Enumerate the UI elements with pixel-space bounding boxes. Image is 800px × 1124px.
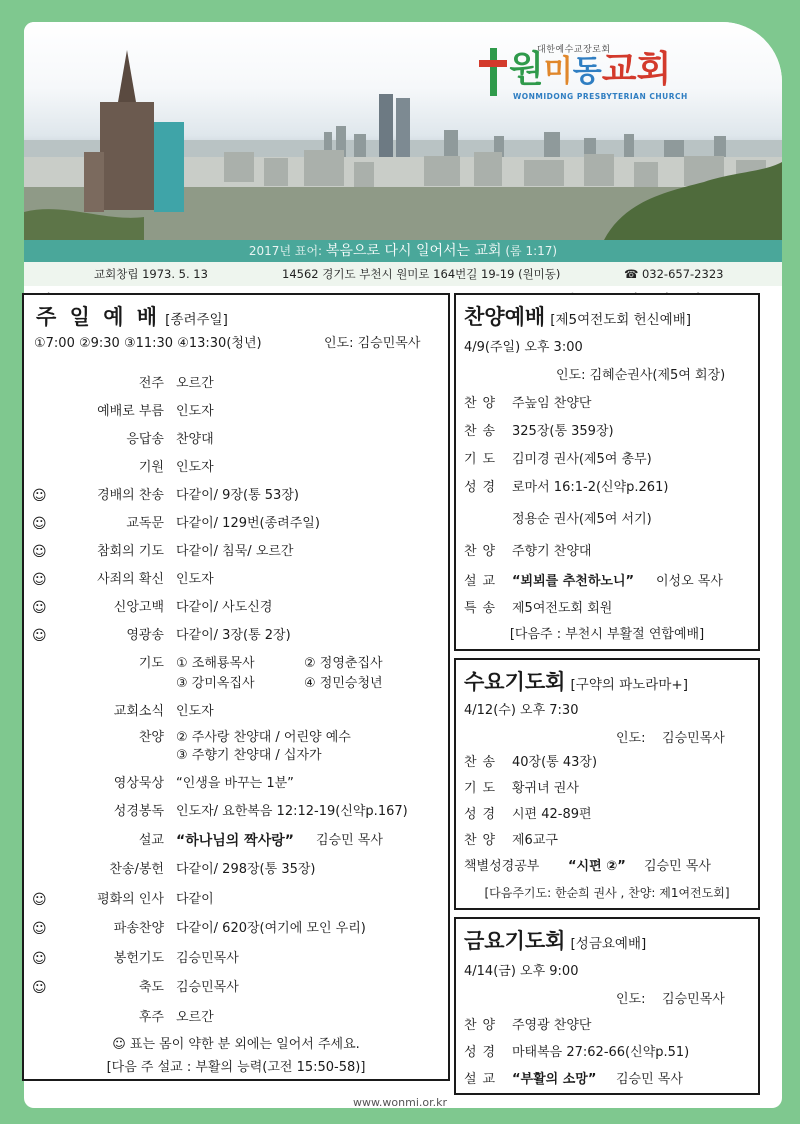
fri-datetime: 4/14(금) 오후 9:00 <box>464 964 579 979</box>
choir-line-1: ② 주사랑 찬양대 / 어린양 예수 <box>176 730 351 745</box>
stand-smile-icon: ☺ <box>32 921 47 937</box>
service-item-value: 다같이/ 3장(통 2장) <box>176 628 291 643</box>
choir-label: 찬양 <box>138 730 164 745</box>
praise-reader: 정용순 권사(제5여 서기) <box>512 512 652 527</box>
wed-item-value: 제6교구 <box>512 833 558 848</box>
service-item-label: 축도 <box>138 980 164 995</box>
service-item-value: 오르간 <box>176 376 214 391</box>
praise-item-label: 찬송 <box>464 424 502 439</box>
service-item-label: 사죄의 확신 <box>97 572 164 587</box>
service-item-label: 신앙고백 <box>113 600 164 615</box>
news-value: 인도자 <box>176 704 214 719</box>
service-item-label: 봉헌기도 <box>113 950 164 966</box>
service-item-value: 다같이/ 사도신경 <box>176 600 273 615</box>
fri-title: 금요기도회 <box>464 929 566 953</box>
service-item-label: 영광송 <box>126 628 164 643</box>
service-times: ①7:00 ②9:30 ③11:30 ④13:30(청년) <box>34 336 262 351</box>
fri-subtitle: [성금요예배] <box>570 936 647 952</box>
wed-study-title: “시편 ②” <box>568 859 626 874</box>
choir-line-2: ③ 주향기 찬양대 / 십자가 <box>176 748 322 763</box>
friday-prayer-section <box>454 917 760 1095</box>
service-item-value: 인도자 <box>176 572 214 587</box>
prayer-4: ④ 정민승청년 <box>304 676 383 691</box>
wed-datetime: 4/12(수) 오후 7:30 <box>464 703 579 718</box>
praise-title: 찬양예배 <box>464 305 546 329</box>
service-item-label: 기원 <box>138 460 164 475</box>
news-label: 교회소식 <box>113 704 164 719</box>
praise-leader: 인도: 김혜순권사(제5여 회장) <box>556 368 726 383</box>
service-item-label: 전주 <box>138 376 164 391</box>
prayer-3: ③ 강미옥집사 <box>176 676 255 691</box>
wed-item-value: 시편 42-89편 <box>512 807 592 822</box>
wed-study-preacher: 김승민 목사 <box>644 859 711 874</box>
praise-title-wrap <box>464 301 691 331</box>
sunday-title-wrap <box>36 301 228 331</box>
praise-worship-section <box>454 293 760 651</box>
church-name: 원미동교회 <box>509 49 672 90</box>
stand-smile-icon: ☺ <box>32 488 47 504</box>
service-item-value: 찬양대 <box>176 432 214 447</box>
scripture-label: 성경봉독 <box>113 804 164 819</box>
stand-smile-icon: ☺ <box>32 628 47 644</box>
fri-item-value: 마태복음 27:62-66(신약p.51) <box>512 1045 690 1060</box>
slogan-bar <box>24 240 782 262</box>
sunday-subtitle: [종려주일] <box>165 312 228 328</box>
wed-subtitle: [구약의 파노라마+] <box>570 677 688 693</box>
wed-title-wrap <box>464 666 688 696</box>
service-item-label: 찬송/봉헌 <box>109 862 164 877</box>
video-label: 영상묵상 <box>113 776 164 791</box>
service-item-value: 다같이/ 620장(여기에 모인 우리) <box>176 921 366 936</box>
wed-item-label: 찬양 <box>464 833 502 848</box>
sermon-preacher: 김승민 목사 <box>316 833 383 848</box>
service-item-label: 예배로 부름 <box>97 404 164 419</box>
service-item-value: 다같이/ 침묵/ 오르간 <box>176 544 294 559</box>
stand-smile-icon: ☺ <box>32 891 47 908</box>
service-item-value: 김승민목사 <box>176 980 239 995</box>
praise-item-value: 김미경 권사(제5여 총무) <box>512 452 652 467</box>
wed-next: [다음주기도: 한순희 권사 , 찬양: 제1여전도회] <box>484 886 730 900</box>
service-item-label: 응답송 <box>126 432 164 447</box>
praise-item-value: 로마서 16:1-2(신약p.261) <box>512 480 669 495</box>
service-item-label: 교독문 <box>126 516 164 531</box>
scripture-value: 인도자/ 요한복음 12:12-19(신약p.167) <box>176 804 408 819</box>
wed-item-label: 찬송 <box>464 755 502 770</box>
praise-item-label: 성경 <box>464 480 502 495</box>
praise-sermon-title: “뵈뵈를 추천하노니” <box>512 574 635 589</box>
stand-smile-icon: ☺ <box>32 980 47 996</box>
founded-date: 교회창립 1973. 5. 13 <box>94 267 208 281</box>
standing-note: ☺ 표는 몸이 약한 분 외에는 일어서 주세요. <box>112 1037 360 1052</box>
praise-item-label: 찬양 <box>464 396 502 411</box>
fri-title-wrap <box>464 925 646 955</box>
service-item-value: 다같이/ 298장(통 35장) <box>176 862 316 877</box>
service-item-value: 김승민목사 <box>176 950 239 966</box>
fri-sermon-label: 설교 <box>464 1072 502 1087</box>
slogan-ref: (롬 1:17) <box>501 244 558 258</box>
church-name-english: WONMIDONG PRESBYTERIAN CHURCH <box>513 92 688 101</box>
praise-next: [다음주 : 부천시 부활절 연합예배] <box>509 627 705 642</box>
stand-smile-icon: ☺ <box>32 544 47 560</box>
service-item-label: 파송찬양 <box>113 921 164 936</box>
prayer-1: ① 조해룡목사 <box>176 656 255 671</box>
wed-leader: 인도: 김승민목사 <box>616 731 725 746</box>
fri-item-label: 찬양 <box>464 1018 502 1033</box>
service-item-label: 참회의 기도 <box>97 544 164 559</box>
service-item-value: 다같이 <box>176 891 214 907</box>
praise-item-label: 기도 <box>464 452 502 467</box>
wed-item-label: 성경 <box>464 807 502 822</box>
praise-item-value: 주높임 찬양단 <box>512 396 592 411</box>
wed-study-label: 책별성경공부 <box>464 859 540 874</box>
fri-item-label: 성경 <box>464 1045 502 1060</box>
sermon-label: 설교 <box>138 833 164 848</box>
service-item-value: 오르간 <box>176 1009 214 1025</box>
church-address: 14562 경기도 부천시 원미로 164번길 19-19 (원미동) <box>282 267 561 281</box>
prayer-2: ② 정영춘집사 <box>304 656 383 671</box>
service-item-value: 인도자 <box>176 404 214 419</box>
sunday-leader: 인도: 김승민목사 <box>324 336 421 351</box>
wednesday-prayer-section <box>454 658 760 910</box>
video-value: “인생을 바꾸는 1분” <box>176 776 294 791</box>
service-item-label: 후주 <box>138 1009 164 1025</box>
praise-subtitle: [제5여전도회 헌신예배] <box>550 312 692 328</box>
fri-sermon-title: “부활의 소망” <box>512 1072 597 1087</box>
praise-datetime: 4/9(주일) 오후 3:00 <box>464 340 583 355</box>
denomination-label: 대한예수교장로회 <box>537 45 611 55</box>
praise-special-label: 특송 <box>464 601 502 616</box>
wed-item-value: 40장(통 43장) <box>512 755 598 770</box>
service-item-value: 다같이/ 9장(통 53장) <box>176 488 299 503</box>
fri-item-value: 주영광 찬양단 <box>512 1018 592 1033</box>
stand-smile-icon: ☺ <box>32 600 47 616</box>
wed-study-row <box>464 858 711 876</box>
wed-item-value: 황귀녀 권사 <box>512 781 579 796</box>
service-item-label: 경배의 찬송 <box>97 488 164 503</box>
stand-smile-icon: ☺ <box>32 516 47 532</box>
slogan-prefix: 2017년 표어: <box>248 244 326 258</box>
praise-item-label: 찬양 <box>464 544 502 559</box>
service-item-value: 다같이/ 129번(종려주일) <box>176 516 320 531</box>
praise-sermon-preacher: 이성오 목사 <box>656 574 723 589</box>
stand-smile-icon: ☺ <box>32 572 47 588</box>
wed-item-label: 기도 <box>464 781 502 796</box>
fri-leader: 인도: 김승민목사 <box>616 992 725 1007</box>
praise-sermon-label: 설교 <box>464 574 502 589</box>
praise-special-value: 제5여전도회 회원 <box>512 601 613 616</box>
next-week-sermon: [다음 주 설교 : 부활의 능력(고전 15:50-58)] <box>106 1060 366 1075</box>
service-item-value: 인도자 <box>176 460 214 475</box>
sermon-title: “하나님의 짝사랑” <box>176 833 294 849</box>
praise-item-value: 주향기 찬양대 <box>512 544 592 559</box>
prayer-label: 기도 <box>138 656 164 671</box>
header-banner <box>24 22 782 240</box>
slogan-main: 복음으로 다시 일어서는 교회 <box>325 243 502 259</box>
service-item-label: 평화의 인사 <box>97 891 164 907</box>
church-info-bar <box>24 262 782 286</box>
church-phone: ☎ 032-657-2323 <box>624 267 724 281</box>
praise-item-value: 325장(통 359장) <box>512 424 614 439</box>
church-logo <box>479 42 729 102</box>
fri-sermon-preacher: 김승민 목사 <box>616 1072 683 1087</box>
sunday-worship-section <box>22 293 450 1081</box>
sunday-title: 주 일 예 배 <box>36 305 161 329</box>
stand-smile-icon: ☺ <box>32 950 47 967</box>
footer-url[interactable]: www.wonmi.or.kr <box>352 1096 448 1109</box>
wed-title: 수요기도회 <box>464 670 566 694</box>
cross-icon <box>479 48 507 96</box>
